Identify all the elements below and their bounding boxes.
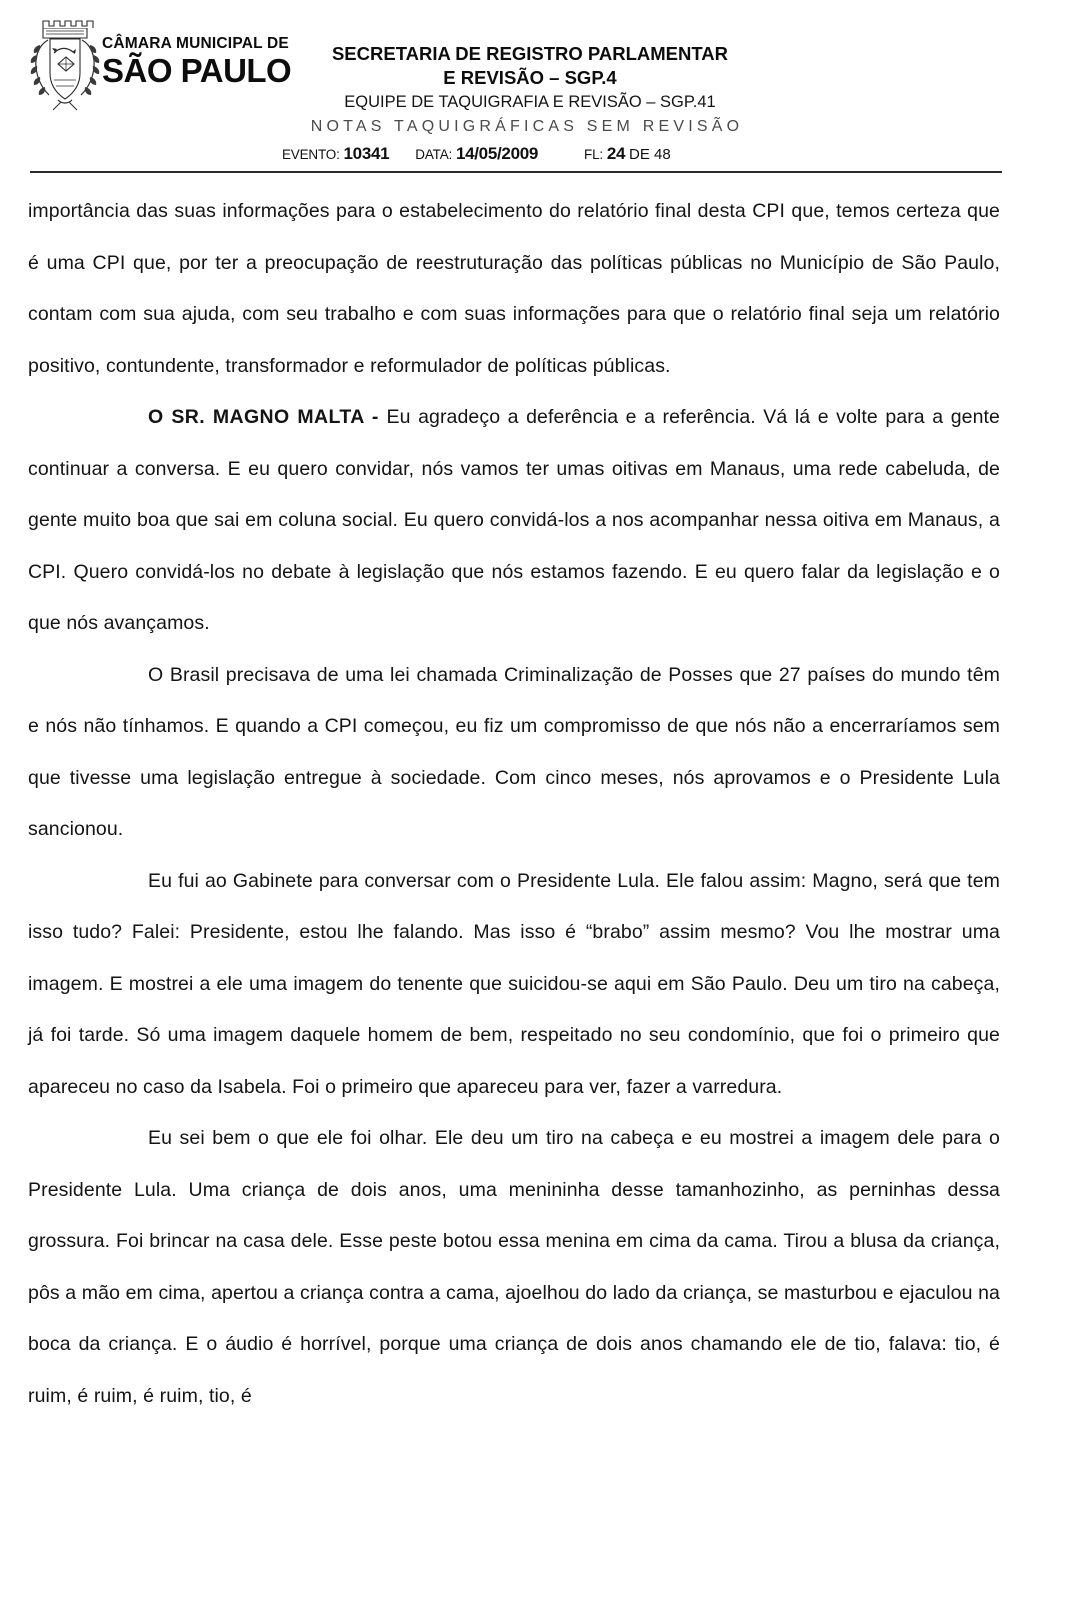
paragraph [28,650,1000,856]
paragraph-text: Eu fui ao Gabinete para conversar com o Presidente Lula. Ele falou assim: Magno, será que tem isso tudo? Falei: Presidente, estou lhe falando. Mas isso é “brabo” assim mesmo? Vou lhe mostrar uma imagem. E mostrei a ele uma imagem do tenente que suicidou-se aqui em São Paulo. Deu um tiro na cabeça, já foi tarde. Só uma imagem daquele homem de bem, respeitado no seu condomínio, que foi o primeiro que apareceu no caso da Isabela. Foi o primeiro que apareceu para ver, fazer a varredura. [28,869,1000,1098]
folha-label: FL: [584,147,603,162]
paragraph [28,392,1000,650]
evento-field [282,144,389,164]
secretaria-title [300,42,760,89]
data-value: 14/05/2009 [455,144,539,163]
sao-paulo-coat-of-arms-icon [28,12,102,116]
document-metadata [282,144,782,164]
evento-label: EVENTO: [282,147,340,162]
secretaria-title-line-1: SECRETARIA DE REGISTRO PARLAMENTAR [331,43,729,64]
folha-total: DE 48 [629,146,671,163]
secretaria-title-line-2: E REVISÃO – SGP.4 [443,66,617,88]
paragraph-text: O Brasil precisava de uma lei chamada Criminalização de Posses que 27 países do mundo têm e nós não tínhamos. E quando a CPI começou, eu fiz um compromisso de que nós não a encerraríamos sem que tivesse uma legislação entregue à sociedade. Com cinco meses, nós aprovamos e o Presidente Lula sancionou. [28,663,1000,840]
organization-line-1: CÂMARA MUNICIPAL DE [102,35,289,52]
header-divider [30,171,1002,173]
data-field [415,144,538,164]
organization-title [102,36,291,87]
notas-taquigraficas-label: NOTAS TAQUIGRÁFICAS SEM REVISÃO [310,118,744,135]
paragraph-text: importância das suas informações para o estabelecimento do relatório final desta CPI que, temos certeza que é uma CPI que, por ter a preocupação de reestruturação das políticas públicas no Município de São Paulo, contam com sua ajuda, com seu trabalho e com suas informações para que o relatório final seja um relatório positivo, contundente, transformador e reformulador de políticas públicas. [28,200,1000,377]
folha-value: 24 [606,144,626,163]
paragraph-text: Eu agradeço a deferência e a referência. Vá lá e volte para a gente continuar a conversa. E eu quero convidar, nós vamos ter umas oitivas em Manaus, uma rede cabeluda, de gente muito boa que sai em coluna social. Eu quero convidá-los a nos acompanhar nessa oitiva em Manaus, a CPI. Quero convidá-los no debate à legislação que nós estamos fazendo. E eu quero falar da legislação e o que nós avançamos. [28,406,1000,634]
transcript-body [28,186,1000,1422]
organization-line-2: SÃO PAULO [102,51,292,89]
paragraph [28,856,1000,1114]
data-label: DATA: [415,147,453,162]
paragraph [28,186,1000,392]
paragraph-text: Eu sei bem o que ele foi olhar. Ele deu um tiro na cabeça e eu mostrei a imagem dele para o Presidente Lula. Uma criança de dois anos, uma menininha desse tamanhozinho, as perninhas dessa grossura. Foi brincar na casa dele. Esse peste botou essa menina em cima da cama. Tirou a blusa da criança, pôs a mão em cima, apertou a criança contra a cama, ajoelhou do lado da criança, se masturbou e ejaculou na boca da criança. E o áudio é horrível, porque uma criança de dois anos chamando ele de tio, falava: tio, é ruim, é ruim, é ruim, tio, é [28,1127,1000,1407]
equipe-subtitle: EQUIPE DE TAQUIGRAFIA E REVISÃO – SGP.41 [344,93,716,111]
evento-value: 10341 [343,144,390,163]
folha-field [584,144,671,164]
paragraph [28,1113,1000,1422]
page-header [0,0,1065,176]
speaker-name: O SR. MAGNO MALTA - [148,406,387,428]
